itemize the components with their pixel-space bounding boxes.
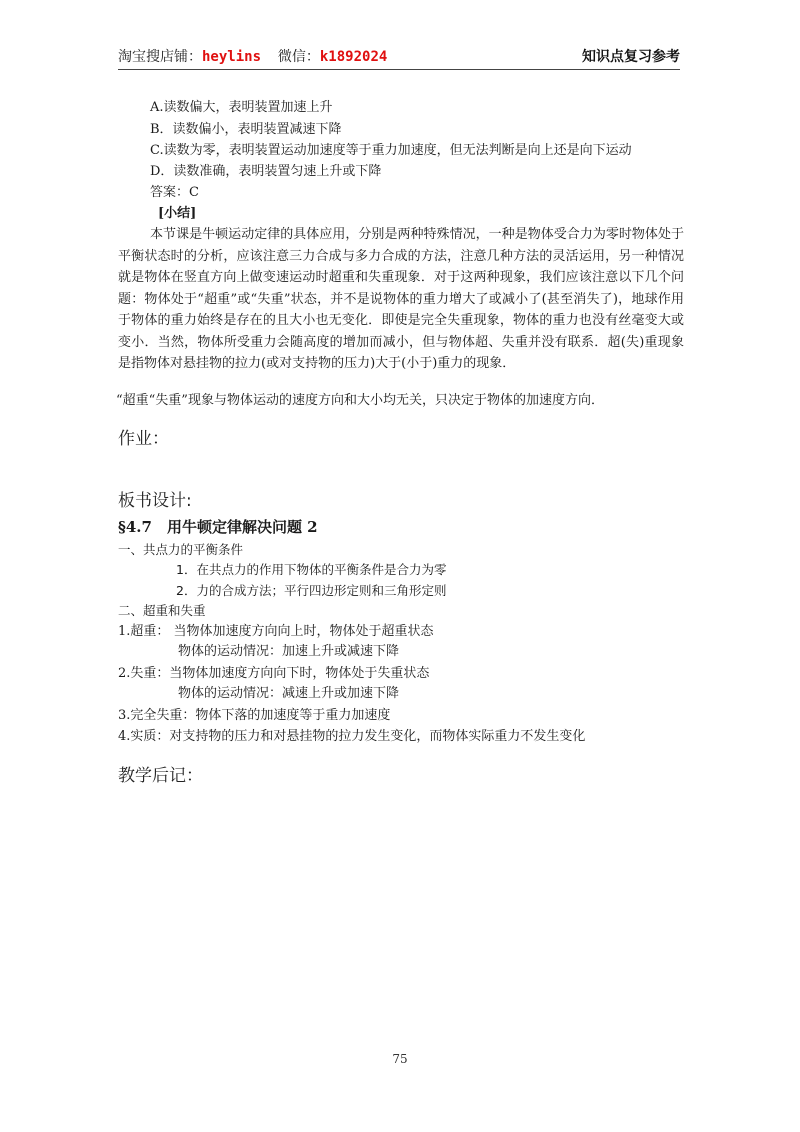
shop-label: 淘宝搜店铺： [118, 49, 202, 65]
summary-text: 本节课是牛顿运动定律的具体应用，分别是两种特殊情况，一种是物体受合力为零时物体处于平衡状态时的分析，应该注意三力合成与多力合成的方法，注意几种方法的灵活运用，另一种情况就是物体在竖直方向上做变速运动时超重和失重现象．对于这两种现象，我们应该注意以下几个问题：物体处于“超重”或“失重”状态，并不是说物体的重力增大了或减小了(甚至消失了)，地球作用于物体的重力始终是存在的且大小也无变化．即使是完全失重现象，物体的重力也没有丝毫变大或变小．当然，物体所受重力会随高度的增加而减小，但与物体超、失重并没有联系．超(失)重现象是指物体对悬挂物的拉力(或对支持物的压力)大于(小于)重力的现象． [118, 227, 684, 371]
shop-info [118, 46, 387, 66]
board-overweight-motion: 物体的运动情况：加速上升或减速下降 [178, 644, 400, 659]
board-complete-weightless: 3.完全失重：物体下落的加速度等于重力加速度 [118, 708, 391, 723]
board-essence: 4.实质：对支持物的压力和对悬挂物的拉力发生变化，而物体实际重力不发生变化 [118, 729, 586, 744]
board-weightless-motion: 物体的运动情况：减速上升或加速下降 [178, 686, 400, 701]
option-c: C.读数为零，表明装置运动加速度等于重力加速度，但无法判断是向上还是向下运动 [150, 143, 632, 158]
shop-name: heylins [202, 49, 262, 65]
option-d: D．读数准确，表明装置匀速上升或下降 [150, 164, 382, 179]
section-title: §4.7 用牛顿定律解决问题 2 [118, 518, 318, 536]
board-design-heading: 板书设计: [118, 491, 192, 511]
summary-paragraph [118, 224, 684, 375]
page-header [118, 46, 680, 68]
option-b: B．读数偏小，表明装置减速下降 [150, 122, 342, 137]
board-weightless: 2.失重：当物体加速度方向向下时，物体处于失重状态 [118, 666, 430, 681]
wechat-label: 微信： [261, 49, 320, 65]
header-divider [118, 69, 680, 70]
summary-last-line: “超重“失重”现象与物体运动的速度方向和大小均无关，只决定于物体的加速度方向． [116, 393, 604, 408]
answer: 答案：C [150, 185, 199, 200]
board-item2: 2．力的合成方法；平行四边形定则和三角形定则 [176, 583, 447, 598]
header-title: 知识点复习参考 [582, 49, 680, 65]
option-a: A.读数偏大，表明装置加速上升 [150, 100, 333, 115]
summary-title: [小结] [158, 206, 197, 221]
homework-heading: 作业： [118, 429, 169, 449]
wechat-id: k1892024 [319, 49, 388, 65]
board-overweight: 1.超重： 当物体加速度方向向上时，物体处于超重状态 [118, 624, 434, 639]
board-item1: 1．在共点力的作用下物体的平衡条件是合力为零 [176, 562, 447, 577]
page-number: 75 [392, 1052, 408, 1066]
board-part2: 二、超重和失重 [118, 603, 206, 618]
board-part1: 一、共点力的平衡条件 [118, 542, 244, 557]
afterword-heading: 教学后记： [118, 766, 203, 786]
